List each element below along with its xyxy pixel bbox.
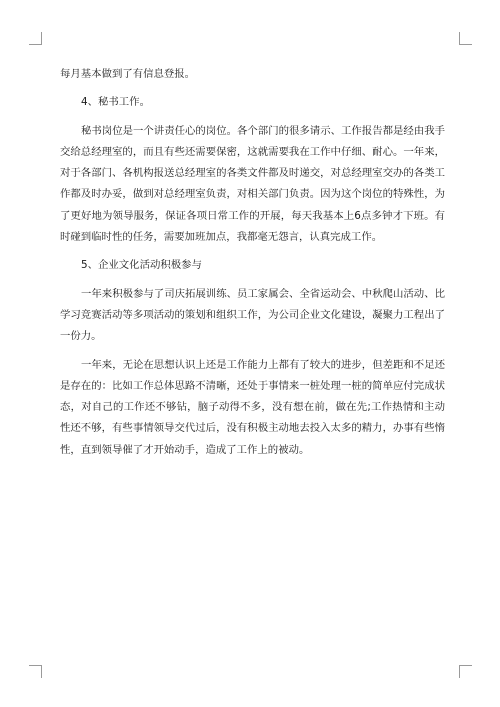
document-body <box>60 64 445 461</box>
paragraph-info-report: 每月基本做到了有信息登报。 <box>60 68 196 80</box>
section-heading-corporate-culture: 5、企业文化活动积极参与 <box>81 259 202 272</box>
section-heading-secretary-work: 4、秘书工作。 <box>81 96 150 109</box>
crop-mark-bottom-right <box>459 665 472 678</box>
crop-mark-top-left <box>29 32 42 45</box>
crop-mark-bottom-left <box>29 665 42 678</box>
crop-mark-top-right <box>459 32 472 45</box>
paragraph-secretary-work: 秘书岗位是一个讲责任心的岗位。各个部门的很多请示、工作报告都是经由我手交给总经理室的，而且有些还需要保密，这就需要我在工作中仔细、耐心。一年来，对于各部门、各机构报送总经理室的各类文件都及时递交，对总经理室交办的各类工作都及时办妥，做到对总经理室负责，对相关部门负责。因为这个岗位的特殊性，为了更好地为领导服务，保证各项日常工作的开展，每天我基本上6点多钟才下班。有时碰到临时性的任务，需要加班加点，我都毫无怨言，认真完成工作。 <box>60 124 445 244</box>
paragraph-corporate-culture: 一年来积极参与了司庆拓展训练、员工家属会、全省运动会、中秋爬山活动、比学习竞赛活动等多项活动的策划和组织工作，为公司企业文化建设，凝聚力工程出了一份力。 <box>60 287 445 343</box>
paragraph-shortcomings: 一年来，无论在思想认识上还是工作能力上都有了较大的进步，但差距和不足还是存在的：比如工作总体思路不清晰，还处于事情来一桩处理一桩的简单应付完成状态，对自己的工作还不够钻，脑子动得不多，没有想在前，做在先;工作热情和主动性还不够，有些事情领导交代过后，没有积极主动地去投入太多的精力，办事有些惰性，直到领导催了才开始动手，造成了工作上的被动。 <box>60 358 445 456</box>
